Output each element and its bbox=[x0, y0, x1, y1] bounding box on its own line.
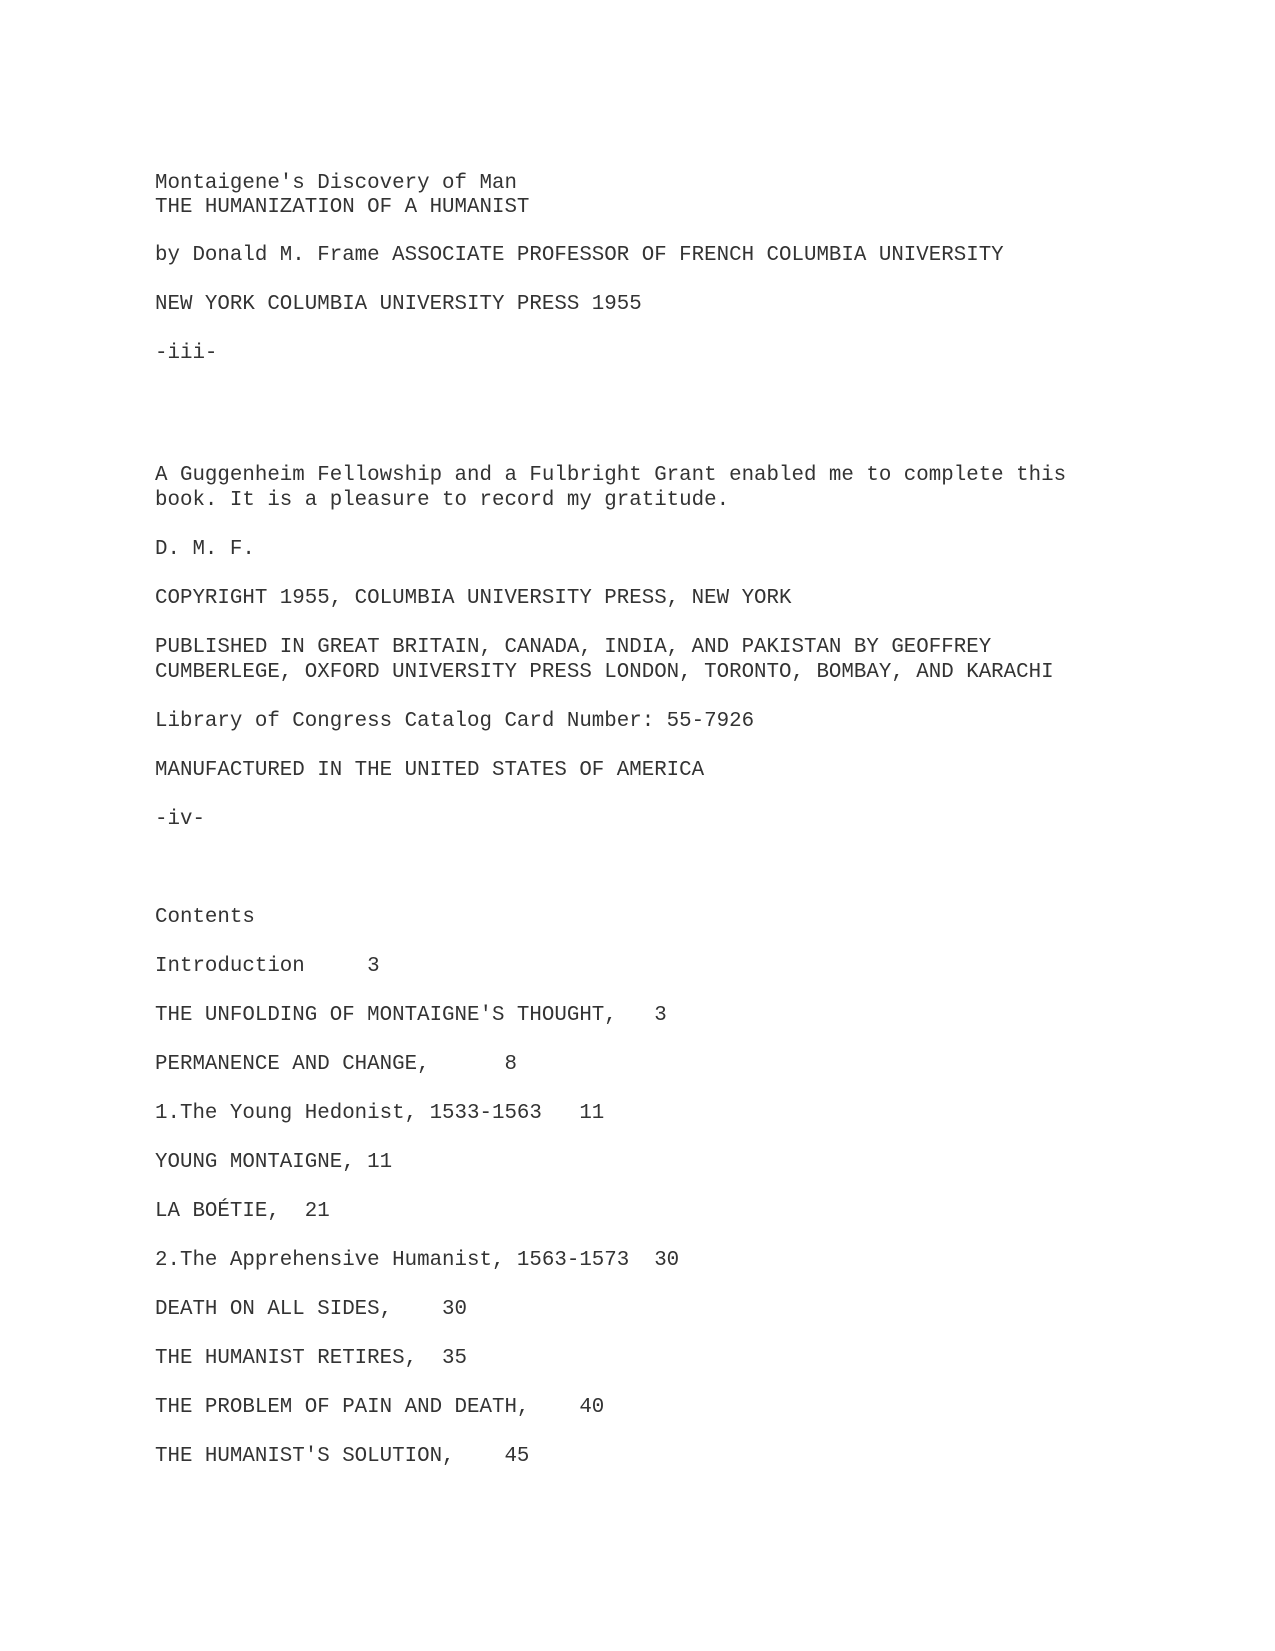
contents-heading: Contents bbox=[155, 906, 255, 929]
published-line: PUBLISHED IN GREAT BRITAIN, CANADA, INDIA, AND PAKISTAN BY GEOFFREY bbox=[155, 636, 992, 659]
author-line: by Donald M. Frame ASSOCIATE PROFESSOR OF FRENCH COLUMBIA UNIVERSITY bbox=[155, 244, 1004, 267]
publisher-line: NEW YORK COLUMBIA UNIVERSITY PRESS 1955 bbox=[155, 293, 642, 316]
toc-entry: 2.The Apprehensive Humanist, 1563-1573 30 bbox=[155, 1249, 680, 1272]
copyright-notice: COPYRIGHT 1955, COLUMBIA UNIVERSITY PRESS, NEW YORK bbox=[155, 587, 792, 610]
acknowledgment-line: book. It is a pleasure to record my gratitude. bbox=[155, 489, 730, 512]
page-number: -iii- bbox=[155, 342, 218, 365]
toc-entry: THE HUMANIST'S SOLUTION, 45 bbox=[155, 1445, 530, 1468]
catalog-number: Library of Congress Catalog Card Number: 55-7926 bbox=[155, 710, 755, 733]
acknowledgment-line: A Guggenheim Fellowship and a Fulbright Grant enabled me to complete this bbox=[155, 464, 1067, 487]
page-number: -iv- bbox=[155, 808, 205, 831]
author-initials: D. M. F. bbox=[155, 538, 255, 561]
toc-entry: PERMANENCE AND CHANGE, 8 bbox=[155, 1053, 517, 1076]
toc-entry: DEATH ON ALL SIDES, 30 bbox=[155, 1298, 468, 1321]
published-line: CUMBERLEGE, OXFORD UNIVERSITY PRESS LONDON, TORONTO, BOMBAY, AND KARACHI bbox=[155, 661, 1054, 684]
toc-entry: THE HUMANIST RETIRES, 35 bbox=[155, 1347, 468, 1370]
toc-entry: LA BOÉTIE, 21 bbox=[155, 1200, 330, 1223]
toc-entry: THE UNFOLDING OF MONTAIGNE'S THOUGHT, 3 bbox=[155, 1004, 667, 1027]
manufactured-line: MANUFACTURED IN THE UNITED STATES OF AMERICA bbox=[155, 759, 705, 782]
toc-entry: YOUNG MONTAIGNE, 11 bbox=[155, 1151, 393, 1174]
book-title: Montaigene's Discovery of Man bbox=[155, 172, 517, 195]
toc-entry: 1.The Young Hedonist, 1533-1563 11 bbox=[155, 1102, 605, 1125]
book-subtitle: THE HUMANIZATION OF A HUMANIST bbox=[155, 196, 530, 219]
toc-entry: THE PROBLEM OF PAIN AND DEATH, 40 bbox=[155, 1396, 605, 1419]
toc-entry: Introduction 3 bbox=[155, 955, 380, 978]
